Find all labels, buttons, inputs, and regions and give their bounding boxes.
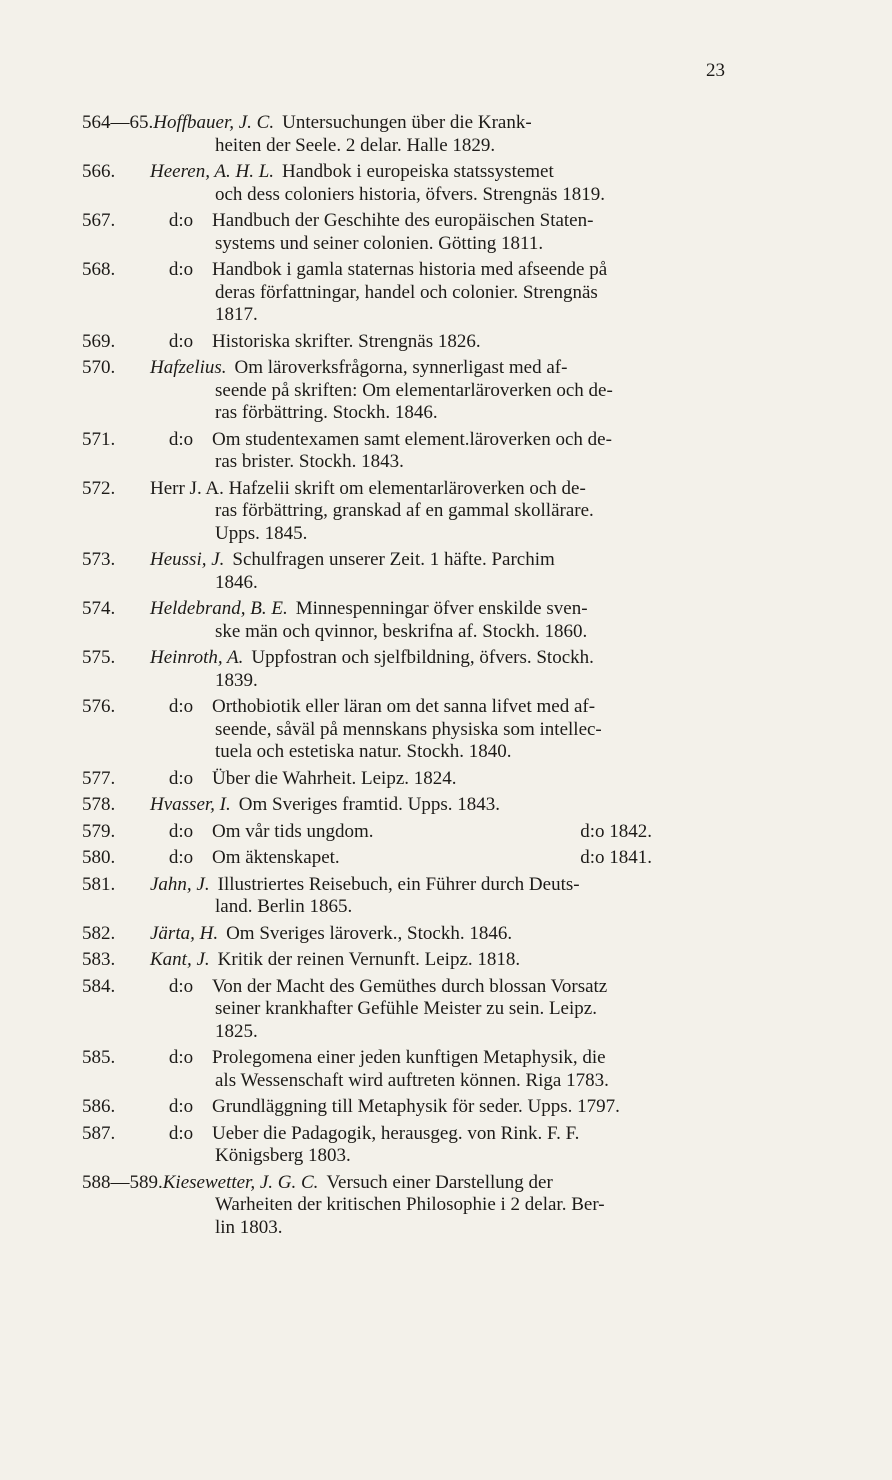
entry-first-line [82, 598, 772, 621]
entry-first-line [82, 821, 772, 844]
catalog-entry [82, 1123, 772, 1168]
entry-continuation: heiten der Seele. 2 delar. Halle 1829. [215, 134, 496, 156]
entry-text [212, 1123, 772, 1146]
entry-author: Hafzelius. [150, 357, 227, 378]
entry-continuation: ske män och qvinnor, beskrifna af. Stockh. 1860. [215, 620, 588, 642]
entry-text [212, 210, 772, 233]
entry-continuation: 1825. [215, 1020, 258, 1042]
entry-first-line [82, 112, 772, 135]
entry-number: 584. [82, 975, 116, 997]
catalog-entry [82, 549, 772, 594]
entry-first-line [82, 357, 772, 380]
entry-first-line [82, 768, 772, 791]
entry-first-line [82, 696, 772, 719]
entry-text [212, 1047, 772, 1070]
entry-first-line [82, 874, 772, 897]
entry-number: 569. [82, 330, 116, 352]
entry-title: Illustriertes Reisebuch, ein Führer durch Deuts- [217, 873, 580, 895]
catalog-entry [82, 847, 772, 870]
entry-continuation: ras brister. Stockh. 1843. [215, 451, 404, 472]
catalog-entry [82, 259, 772, 327]
entry-continuation: seende på skriften: Om elementarläroverken och de- [215, 379, 613, 401]
entry-continuation: land. Berlin 1865. [215, 896, 353, 917]
entry-text [150, 598, 772, 621]
entry-first-line [82, 259, 772, 282]
entry-text [212, 768, 772, 791]
catalog-entry [82, 1047, 772, 1092]
entry-title: Minnespenningar öfver enskilde sven- [295, 598, 588, 619]
entry-ditto: d:o [168, 259, 194, 280]
entry-number: 574. [82, 598, 116, 619]
entry-first-line [82, 1096, 772, 1119]
entry-title: Om studentexamen samt element.läroverken och de- [212, 428, 612, 450]
entry-text [212, 976, 772, 999]
entry-title: Orthobiotik eller läran om det sanna lifvet med af- [212, 696, 596, 717]
entry-continuation: ras förbättring. Stockh. 1846. [215, 402, 438, 423]
entry-text [150, 923, 772, 946]
entry-continuation: deras författningar, handel och colonier. Strengnäs [215, 281, 598, 303]
catalog-entry [82, 210, 772, 255]
entry-author: Hoffbauer, J. C. [153, 112, 275, 133]
entry-number: 566. [82, 161, 116, 182]
catalog-entry [82, 923, 772, 946]
entry-number: 580. [82, 847, 116, 868]
entry-ditto: d:o [168, 428, 194, 450]
entry-title: Von der Macht des Gemüthes durch blossan Vorsatz [212, 975, 608, 997]
entry-number: 585. [82, 1047, 116, 1068]
entry-ditto-right: d:o 1842. [580, 820, 652, 842]
entry-ditto: d:o [168, 330, 194, 352]
catalog-entry [82, 161, 772, 206]
entry-number: 575. [82, 647, 116, 668]
entry-text [150, 794, 772, 817]
entry-continuation: tuela och estetiska natur. Stockh. 1840. [215, 741, 512, 762]
entry-text [212, 821, 772, 844]
entry-text [212, 331, 772, 354]
catalog-entry [82, 794, 772, 817]
entry-first-line [82, 429, 772, 452]
entry-title: Handbok i europeiska statssystemet [282, 161, 554, 182]
entry-continuation: als Wessenschaft wird auftreten können. Riga 1783. [215, 1069, 609, 1091]
entry-title: Om Sveriges läroverk., Stockh. 1846. [226, 922, 513, 944]
entry-title: Schulfragen unserer Zeit. 1 häfte. Parchim [232, 549, 555, 570]
entry-title: Herr J. A. Hafzelii skrift om elementarläroverken och de- [150, 477, 586, 499]
entry-text [212, 429, 772, 452]
entry-author: Kant, J. [150, 949, 210, 970]
entry-number: 586. [82, 1096, 116, 1117]
entry-continuation: lin 1803. [215, 1216, 283, 1238]
entry-ditto: d:o [168, 975, 194, 997]
catalog-list [82, 112, 772, 1243]
entry-ditto-right: d:o 1841. [580, 847, 652, 868]
entry-text [212, 1096, 772, 1119]
catalog-entry [82, 821, 772, 844]
entry-title: Untersuchungen über die Krank- [282, 112, 532, 133]
entry-ditto: d:o [168, 1096, 194, 1117]
catalog-entry [82, 112, 772, 157]
entry-title: Versuch einer Darstellung der [326, 1171, 553, 1193]
entry-first-line [82, 549, 772, 572]
entry-number: 578. [82, 794, 116, 815]
entry-continuation: Warheiten der kritischen Philosophie i 2 delar. Ber- [215, 1194, 605, 1215]
entry-author: Heeren, A. H. L. [150, 161, 275, 182]
entry-text [212, 696, 772, 719]
entry-text [163, 1172, 772, 1195]
entry-title: Handbuch der Geschihte des europäischen Staten- [212, 210, 594, 231]
catalog-entry [82, 696, 772, 764]
entry-author: Kiesewetter, J. G. C. [162, 1171, 319, 1193]
page-number: 23 [706, 60, 725, 81]
entry-title: Handbok i gamla staternas historia med afseende på [212, 259, 608, 280]
entry-first-line [82, 1123, 772, 1146]
entry-continuation: systems und seiner colonien. Götting 1811. [215, 232, 544, 254]
entry-continuation: 1839. [215, 669, 258, 691]
entry-text [150, 647, 772, 670]
entry-text [150, 161, 772, 184]
entry-text [150, 478, 772, 501]
entry-author: Heinroth, A. [150, 647, 244, 668]
entry-number: 573. [82, 549, 116, 570]
entry-first-line [82, 647, 772, 670]
entry-title: Om äktenskapet. [212, 847, 340, 868]
entry-continuation: Upps. 1845. [215, 522, 308, 544]
entry-text [150, 949, 772, 972]
entry-first-line [82, 949, 772, 972]
entry-title: Uppfostran och sjelfbildning, öfvers. Stockh. [251, 647, 594, 668]
entry-ditto: d:o [168, 847, 194, 868]
entry-continuation: och dess coloniers historia, öfvers. Strengnäs 1819. [215, 183, 605, 205]
entry-number: 567. [82, 210, 116, 231]
entry-first-line [82, 478, 772, 501]
entry-first-line [82, 210, 772, 233]
entry-text [212, 259, 772, 282]
entry-number: 579. [82, 820, 116, 842]
entry-number: 568. [82, 259, 116, 280]
entry-number: 581. [82, 873, 116, 895]
catalog-entry [82, 598, 772, 643]
entry-ditto: d:o [168, 1047, 194, 1068]
entry-continuation: ras förbättring, granskad af en gammal skollärare. [215, 500, 594, 521]
entry-author: Heldebrand, B. E. [150, 598, 288, 619]
entry-number: 572. [82, 477, 116, 499]
entry-text [150, 874, 772, 897]
entry-title: Om Sveriges framtid. Upps. 1843. [238, 794, 500, 815]
entry-text [150, 549, 772, 572]
entry-title: Historiska skrifter. Strengnäs 1826. [212, 330, 481, 352]
entry-first-line [82, 1172, 772, 1195]
entry-title: Prolegomena einer jeden kunftigen Metaphysik, die [212, 1047, 606, 1068]
entry-ditto: d:o [168, 1122, 194, 1144]
entry-text [150, 357, 772, 380]
catalog-entry [82, 1096, 772, 1119]
entry-number: 571. [82, 428, 116, 450]
entry-author: Jahn, J. [150, 873, 210, 895]
entry-author: Heussi, J. [150, 549, 225, 570]
entry-ditto: d:o [168, 820, 194, 842]
entry-continuation: seende, såväl på mennskans physiska som intellec- [215, 718, 602, 740]
catalog-entry [82, 331, 772, 354]
entry-number: 583. [82, 949, 116, 970]
entry-first-line [82, 923, 772, 946]
catalog-entry [82, 647, 772, 692]
entry-title: Kritik der reinen Vernunft. Leipz. 1818. [217, 949, 521, 970]
catalog-entry [82, 357, 772, 425]
entry-title: Grundläggning till Metaphysik för seder. Upps. 1797. [212, 1096, 620, 1117]
catalog-entry [82, 429, 772, 474]
entry-text [153, 112, 772, 135]
entry-continuation: Königsberg 1803. [215, 1145, 351, 1166]
entry-ditto: d:o [168, 210, 194, 231]
catalog-entry [82, 976, 772, 1044]
entry-continuation: 1817. [215, 304, 258, 325]
catalog-entry [82, 1172, 772, 1240]
entry-first-line [82, 331, 772, 354]
entry-first-line [82, 847, 772, 870]
entry-first-line [82, 1047, 772, 1070]
entry-author: Hvasser, I. [150, 794, 231, 815]
entry-first-line [82, 976, 772, 999]
entry-number: 570. [82, 357, 116, 378]
catalog-entry [82, 768, 772, 791]
entry-number: 577. [82, 767, 116, 789]
catalog-entry [82, 874, 772, 919]
entry-ditto: d:o [168, 767, 194, 789]
catalog-entry [82, 949, 772, 972]
entry-author: Järta, H. [150, 922, 219, 944]
entry-title: Om vår tids ungdom. [212, 820, 374, 842]
catalog-entry [82, 478, 772, 546]
entry-title: Über die Wahrheit. Leipz. 1824. [212, 767, 457, 789]
entry-title: Om läroverksfrågorna, synnerligast med af- [234, 357, 568, 378]
entry-number: 588—589. [82, 1171, 163, 1193]
entry-first-line [82, 161, 772, 184]
entry-continuation: seiner krankhafter Gefühle Meister zu sein. Leipz. [215, 998, 597, 1019]
entry-number: 564—65. [82, 112, 154, 133]
entry-number: 576. [82, 696, 116, 717]
entry-text [212, 847, 772, 870]
entry-title: Ueber die Padagogik, herausgeg. von Rink. F. F. [212, 1122, 580, 1144]
entry-number: 587. [82, 1122, 116, 1144]
entry-number: 582. [82, 922, 116, 944]
entry-continuation: 1846. [215, 571, 258, 593]
entry-ditto: d:o [168, 696, 194, 717]
entry-first-line [82, 794, 772, 817]
